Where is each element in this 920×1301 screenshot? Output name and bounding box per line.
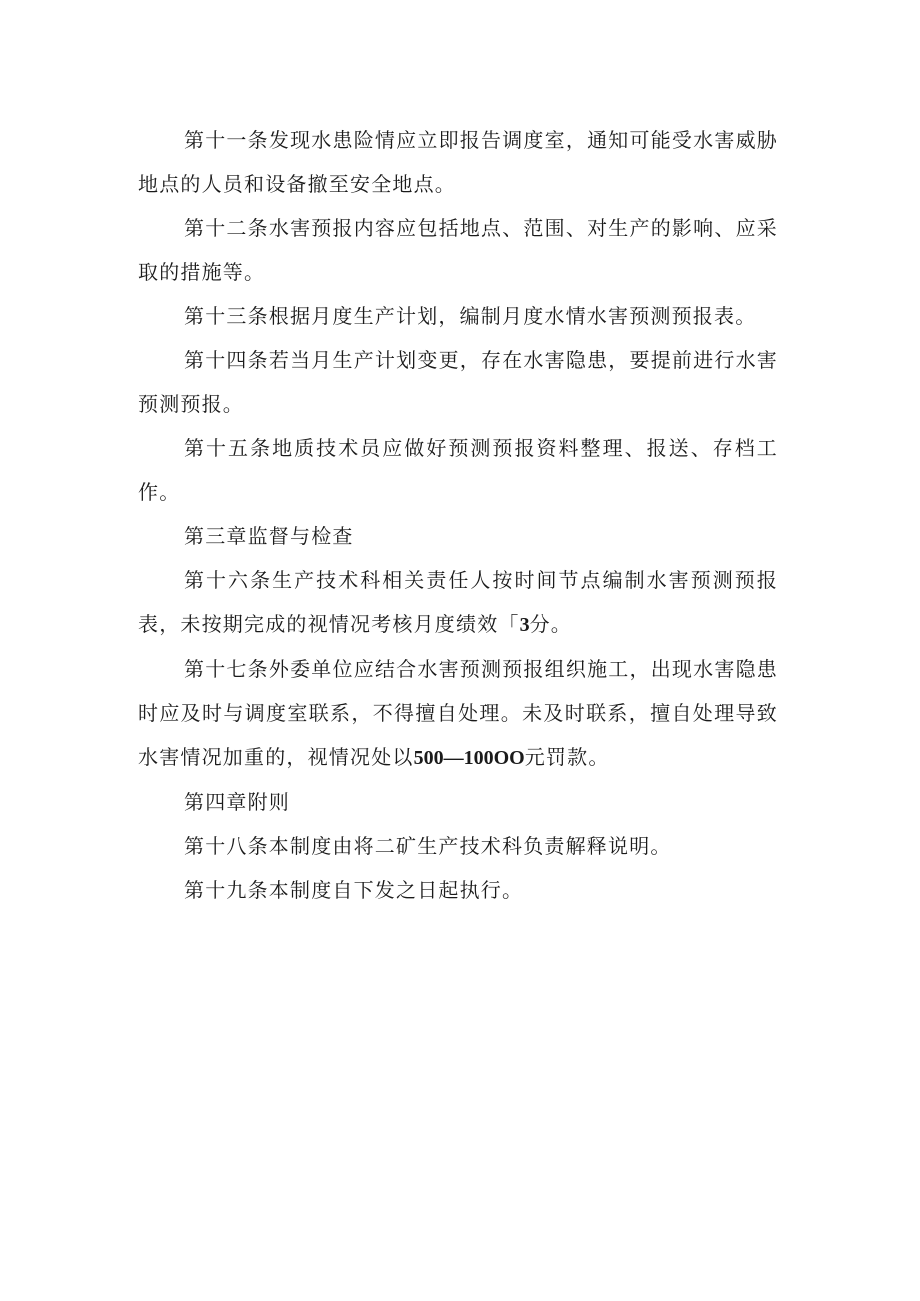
article-19: 第十九条本制度自下发之日起执行。 bbox=[184, 878, 524, 902]
article-16-text: 第十六条生产技术科相关责任人按时间节点编制水害预测预报表，未按期完成的视情况考核月度绩效「 bbox=[138, 568, 778, 636]
article-16-points: 3 bbox=[519, 614, 530, 636]
article-17-unit: 元罚款。 bbox=[524, 745, 610, 769]
chapter-3-heading: 第三章监督与检查 bbox=[184, 524, 354, 548]
article-13: 第十三条根据月度生产计划，编制月度水情水害预测预报表。 bbox=[184, 304, 757, 328]
article-17-text: 第十七条外委单位应结合水害预测预报组织施工，出现水害隐患时应及时与调度室联系，不得擅自处理。未及时联系，擅自处理导致水害情况加重的，视情况处以 bbox=[138, 657, 778, 769]
article-15: 第十五条地质技术员应做好预测预报资料整理、报送、存档工作。 bbox=[138, 436, 778, 504]
chapter-4-heading: 第四章附则 bbox=[184, 790, 290, 814]
article-14: 第十四条若当月生产计划变更，存在水害隐患，要提前进行水害预测预报。 bbox=[138, 348, 778, 416]
article-18: 第十八条本制度由将二矿生产技术科负责解释说明。 bbox=[184, 834, 672, 858]
article-16 bbox=[138, 558, 778, 647]
article-17-fine-range: 500—100OO bbox=[413, 747, 525, 769]
article-12: 第十二条水害预报内容应包括地点、范围、对生产的影响、应采取的措施等。 bbox=[138, 216, 778, 284]
article-17 bbox=[138, 647, 778, 780]
document-body bbox=[138, 118, 778, 912]
article-16-unit: 分。 bbox=[529, 612, 573, 636]
article-11: 第十一条发现水患险情应立即报告调度室，通知可能受水害威胁地点的人员和设备撤至安全地点。 bbox=[138, 128, 778, 196]
